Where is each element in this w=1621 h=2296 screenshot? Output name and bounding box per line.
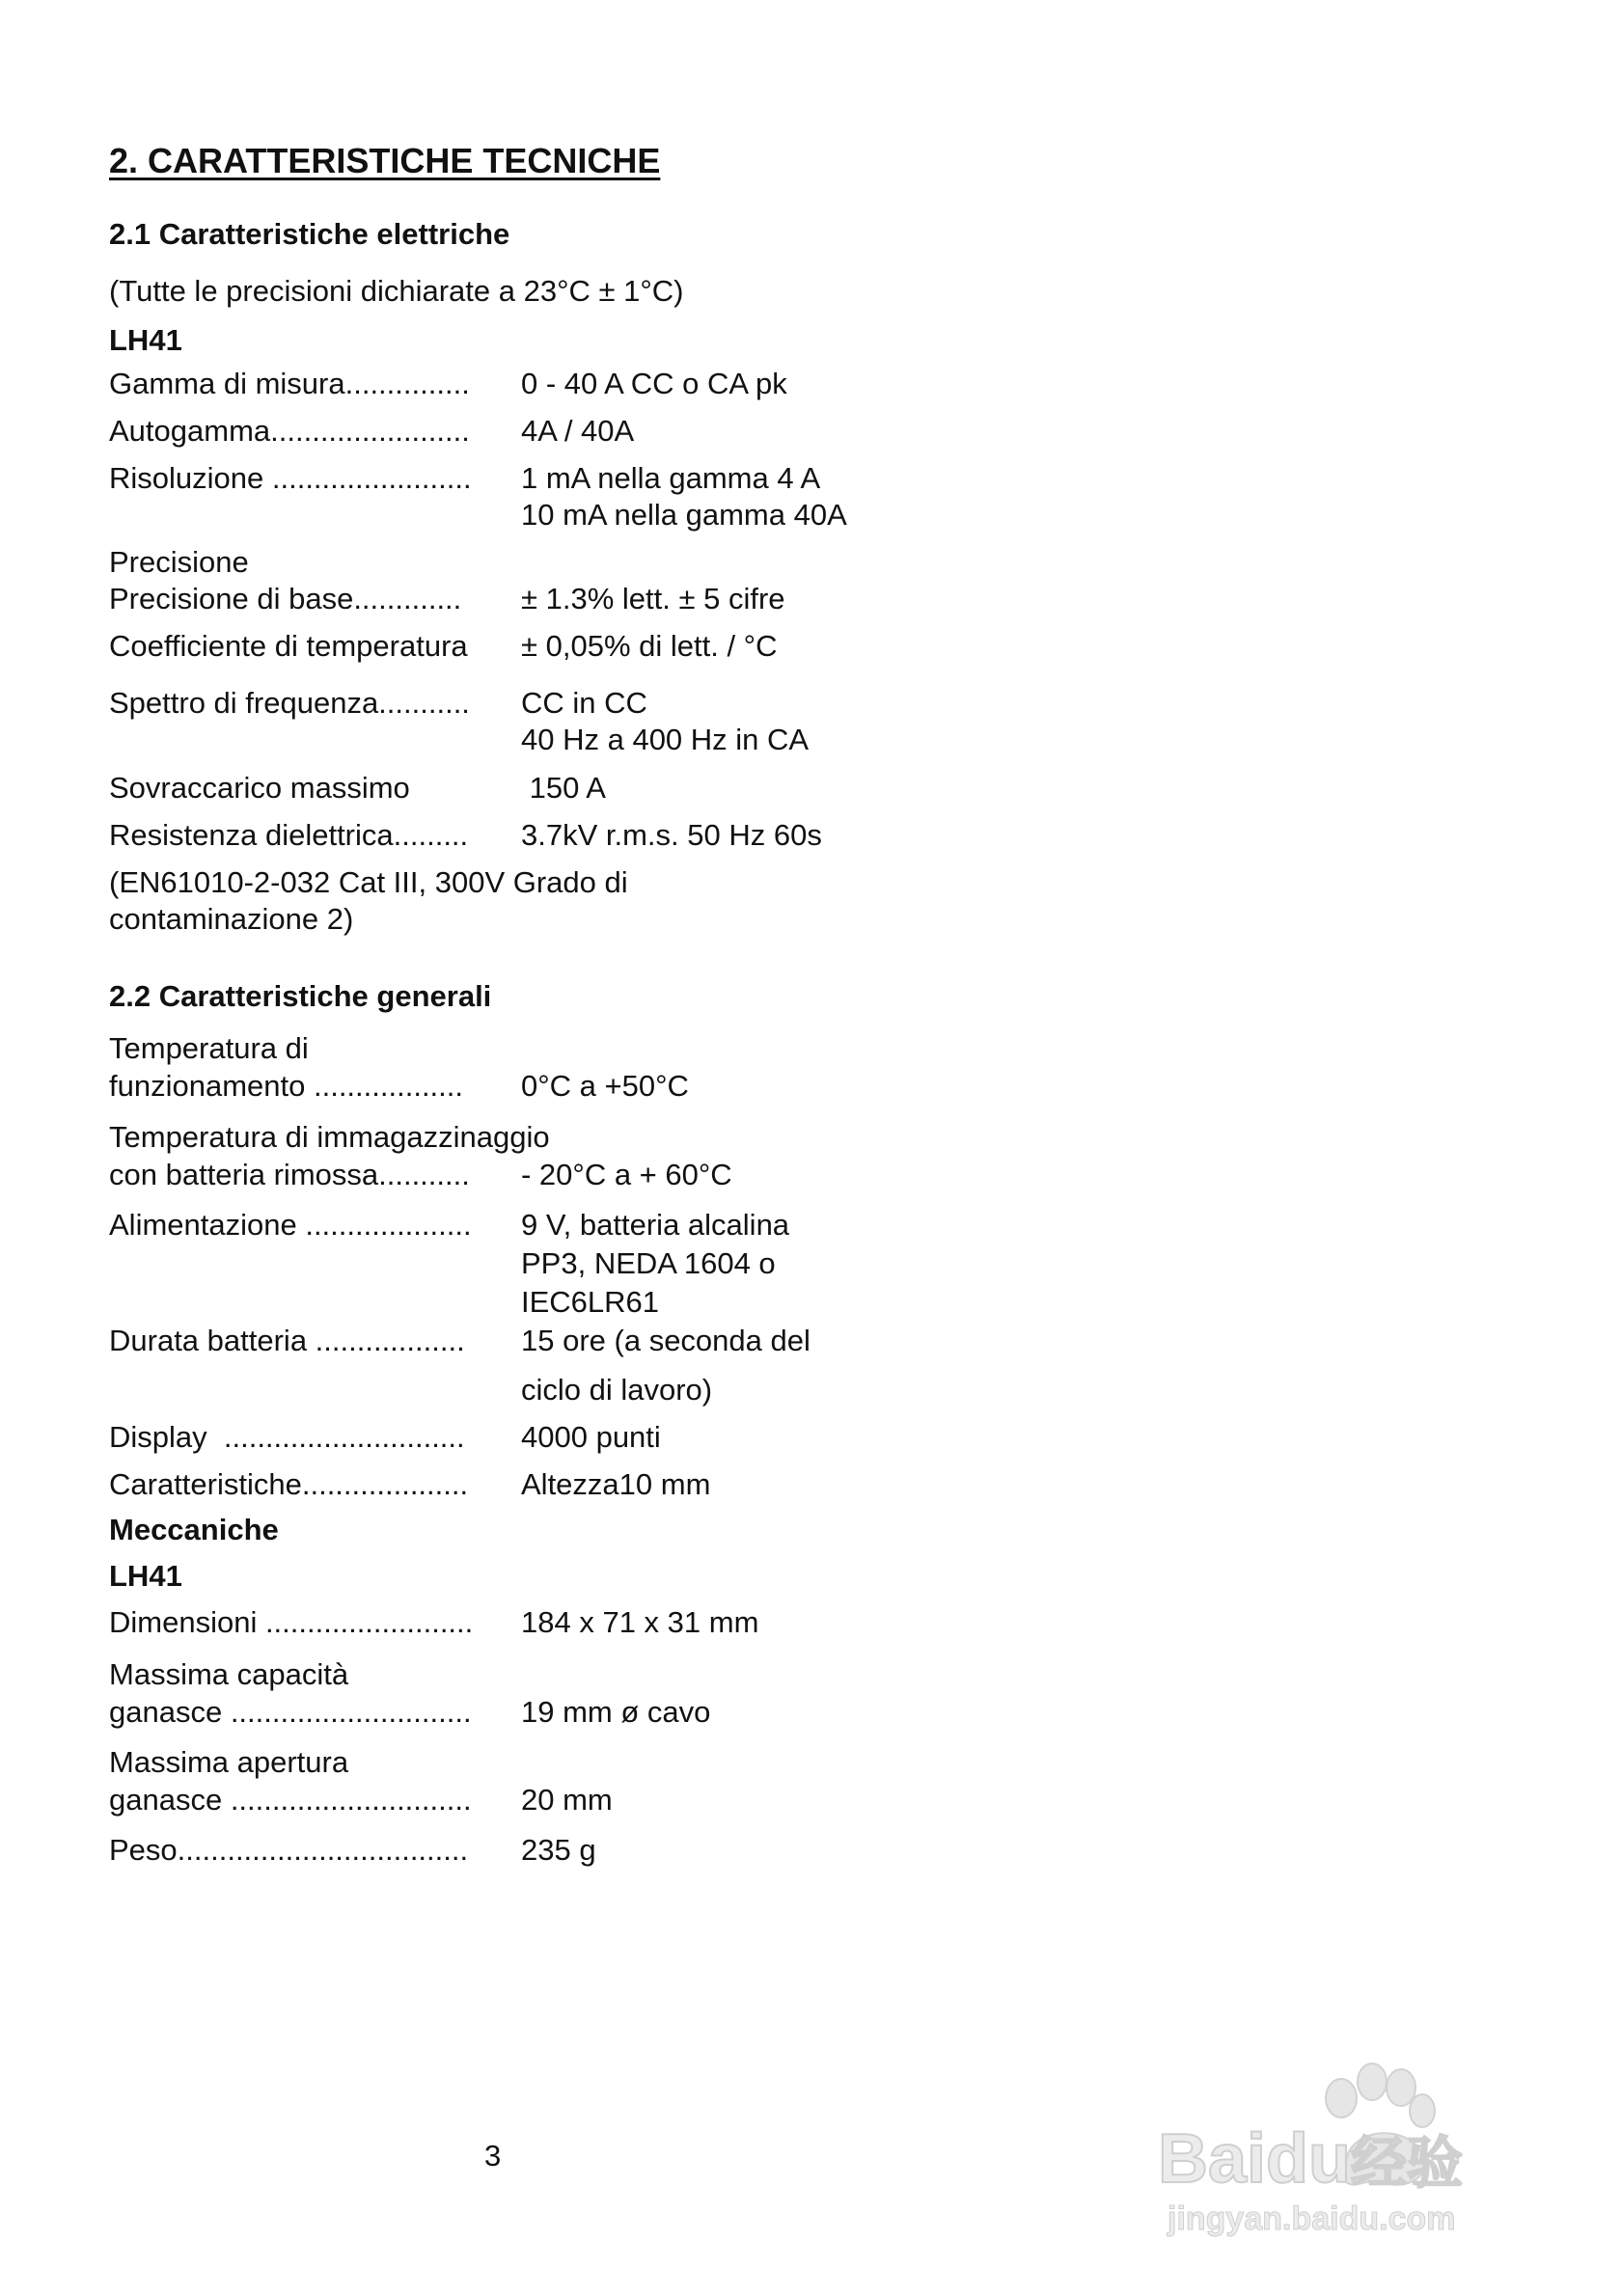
spec-value-dielectric: 3.7kV r.m.s. 50 Hz 60s xyxy=(521,818,822,852)
baidu-watermark xyxy=(1148,2055,1553,2248)
spec-value-jaw-opening: 20 mm xyxy=(521,1783,613,1817)
spec-label-weight: Peso................................... xyxy=(109,1833,469,1867)
standard-footnote: (EN61010-2-032 Cat III, 300V Grado di xyxy=(109,865,628,899)
page-number: 3 xyxy=(484,2139,502,2173)
spec-value-display: 4000 punti xyxy=(521,1420,661,1454)
spec-label-power: Alimentazione .................... xyxy=(109,1208,472,1242)
spec-value-battery-life: 15 ore (a seconda del xyxy=(521,1324,810,1357)
standard-footnote-2: contaminazione 2) xyxy=(109,902,354,936)
subsection-heading-electrical: 2.1 Caratteristiche elettriche xyxy=(109,217,510,251)
spec-label-jaw-capacity: Massima capacità xyxy=(109,1657,349,1691)
spec-value-power-2: PP3, NEDA 1604 o xyxy=(521,1246,776,1280)
spec-value-storage-temp: - 20°C a + 60°C xyxy=(521,1158,732,1191)
spec-label-jaw-opening-2: ganasce ............................. xyxy=(109,1783,472,1817)
spec-value-dimensions: 184 x 71 x 31 mm xyxy=(521,1605,759,1639)
spec-label-battery-life: Durata batteria .................. xyxy=(109,1324,465,1357)
spec-label-range: Gamma di misura............... xyxy=(109,367,470,400)
spec-label-frequency: Spettro di frequenza........... xyxy=(109,686,470,720)
spec-value-power: 9 V, batteria alcalina xyxy=(521,1208,790,1242)
spec-value-characteristics: Altezza10 mm xyxy=(521,1467,711,1501)
spec-label-temp-coeff: Coefficiente di temperatura xyxy=(109,629,468,663)
spec-value-autorange: 4A / 40A xyxy=(521,414,635,448)
spec-label-dimensions: Dimensioni ......................... xyxy=(109,1605,474,1639)
spec-value-jaw-capacity: 19 mm ø cavo xyxy=(521,1695,711,1729)
mechanical-model-label: LH41 xyxy=(109,1559,182,1593)
spec-label-characteristics: Caratteristiche.................... xyxy=(109,1467,469,1501)
model-label: LH41 xyxy=(109,323,182,357)
spec-value-weight: 235 g xyxy=(521,1833,596,1867)
spec-label-autorange: Autogamma........................ xyxy=(109,414,470,448)
spec-label-storage-temp: Temperatura di immagazzinaggio xyxy=(109,1120,550,1154)
watermark-brand-suffix: 经验 xyxy=(1351,2132,1464,2195)
spec-value-range: 0 - 40 A CC o CA pk xyxy=(521,367,787,400)
spec-label-accuracy: Precisione xyxy=(109,545,249,579)
mechanical-heading: Meccaniche xyxy=(109,1513,279,1546)
spec-value-battery-life-2: ciclo di lavoro) xyxy=(521,1373,713,1407)
spec-label-display: Display ............................. xyxy=(109,1420,465,1454)
spec-label-operating-temp: Temperatura di xyxy=(109,1031,309,1065)
watermark-brand: Baidu xyxy=(1158,2120,1352,2198)
spec-label-jaw-opening: Massima apertura xyxy=(109,1745,349,1779)
spec-label-dielectric: Resistenza dielettrica......... xyxy=(109,818,469,852)
section-title: 2. CARATTERISTICHE TECNICHE xyxy=(109,141,661,180)
spec-value-basic-accuracy: ± 1.3% lett. ± 5 cifre xyxy=(521,582,785,615)
watermark-url: jingyan.baidu.com xyxy=(1168,2200,1456,2237)
spec-value-overload: 150 A xyxy=(521,771,606,805)
spec-value-resolution-2: 10 mA nella gamma 40A xyxy=(521,498,847,532)
spec-value-frequency: CC in CC xyxy=(521,686,647,720)
subsection-heading-general: 2.2 Caratteristiche generali xyxy=(109,979,492,1013)
spec-label-basic-accuracy: Precisione di base............. xyxy=(109,582,462,615)
spec-value-power-3: IEC6LR61 xyxy=(521,1285,660,1319)
spec-label-storage-temp-2: con batteria rimossa........... xyxy=(109,1158,470,1191)
spec-label-jaw-capacity-2: ganasce ............................. xyxy=(109,1695,472,1729)
spec-label-overload: Sovraccarico massimo xyxy=(109,771,410,805)
spec-value-temp-coeff: ± 0,05% di lett. / °C xyxy=(521,629,778,663)
spec-value-resolution: 1 mA nella gamma 4 A xyxy=(521,461,821,495)
accuracy-note: (Tutte le precisioni dichiarate a 23°C ± 1°C) xyxy=(109,274,684,308)
spec-value-operating-temp: 0°C a +50°C xyxy=(521,1069,689,1103)
spec-label-resolution: Risoluzione ........................ xyxy=(109,461,472,495)
spec-label-operating-temp-2: funzionamento .................. xyxy=(109,1069,464,1103)
spec-value-frequency-2: 40 Hz a 400 Hz in CA xyxy=(521,723,810,756)
